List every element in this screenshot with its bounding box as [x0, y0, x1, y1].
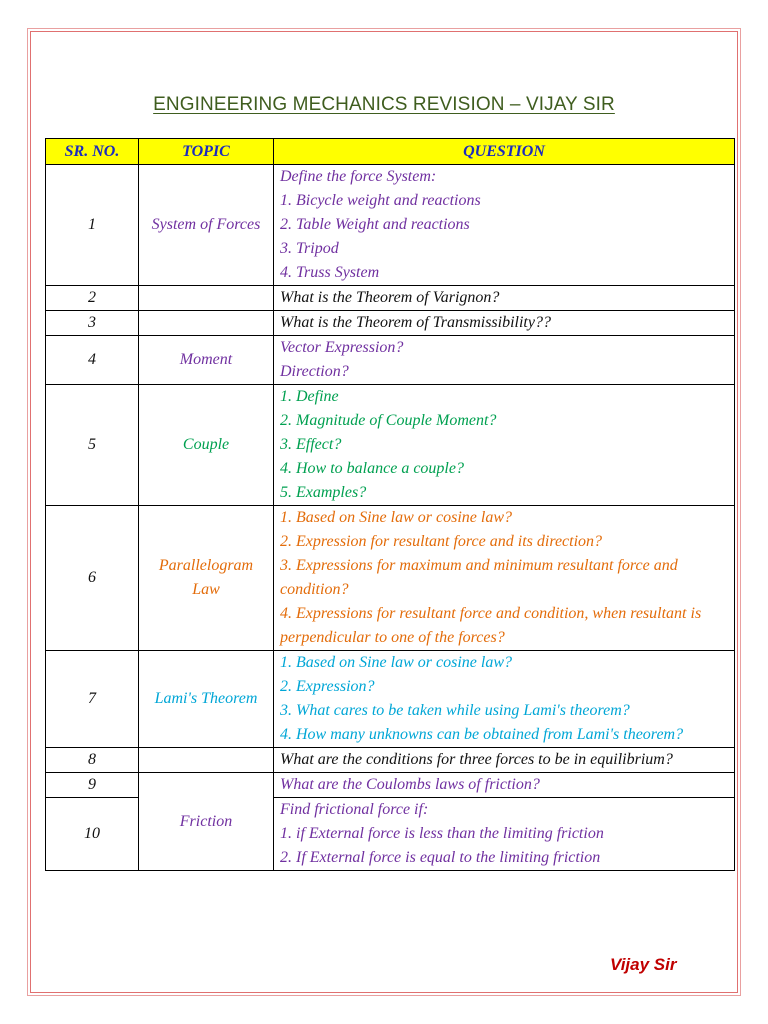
header-topic: TOPIC	[139, 139, 274, 165]
question-line: 2. Magnitude of Couple Moment?	[280, 412, 497, 429]
row-question	[274, 748, 735, 773]
row-number: 3	[46, 311, 139, 336]
row-question	[274, 385, 735, 506]
question-line: 1. Bicycle weight and reactions	[280, 192, 481, 209]
table-row	[46, 651, 735, 748]
row-topic	[139, 286, 274, 311]
row-number: 2	[46, 286, 139, 311]
question-line: What are the Coulombs laws of friction?	[280, 776, 540, 793]
signature: Vijay Sir	[610, 955, 677, 974]
question-line: 3. Effect?	[280, 436, 342, 453]
row-number: 5	[46, 385, 139, 506]
table-row	[46, 385, 735, 506]
row-topic: System of Forces	[139, 165, 274, 286]
question-line: 3. Expressions for maximum and minimum resultant force and condition?	[280, 557, 678, 598]
row-topic	[139, 748, 274, 773]
row-number: 7	[46, 651, 139, 748]
table-row	[46, 165, 735, 286]
row-number: 10	[46, 798, 139, 871]
question-line: 2. Table Weight and reactions	[280, 216, 470, 233]
header-question: QUESTION	[274, 139, 735, 165]
question-line: Direction?	[280, 363, 349, 380]
document-title: ENGINEERING MECHANICS REVISION – VIJAY SIR	[153, 94, 615, 115]
row-topic	[139, 311, 274, 336]
row-topic: Couple	[139, 385, 274, 506]
row-number: 9	[46, 773, 139, 798]
question-line: What is the Theorem of Transmissibility??	[280, 314, 551, 331]
table-row	[46, 311, 735, 336]
question-line: 4. How many unknowns can be obtained from Lami's theorem?	[280, 726, 684, 743]
question-line: 2. If External force is equal to the limiting friction	[280, 849, 601, 866]
row-question	[274, 773, 735, 798]
table-row	[46, 286, 735, 311]
header-sr-no: SR. NO.	[46, 139, 139, 165]
row-number: 8	[46, 748, 139, 773]
row-question	[274, 651, 735, 748]
question-line: 3. Tripod	[280, 240, 339, 257]
question-line: 1. Define	[280, 388, 339, 405]
question-line: 4. Truss System	[280, 264, 380, 281]
question-line: What is the Theorem of Varignon?	[280, 289, 500, 306]
row-number: 1	[46, 165, 139, 286]
row-question	[274, 311, 735, 336]
question-line: What are the conditions for three forces to be in equilibrium?	[280, 751, 673, 768]
question-line: Find frictional force if:	[280, 801, 429, 818]
row-question	[274, 506, 735, 651]
row-topic: Lami's Theorem	[139, 651, 274, 748]
question-line: 2. Expression?	[280, 678, 375, 695]
row-topic: Parallelogram Law	[139, 506, 274, 651]
question-line: 3. What cares to be taken while using Lami's theorem?	[280, 702, 630, 719]
row-question	[274, 165, 735, 286]
question-line: Define the force System:	[280, 168, 437, 185]
row-topic: Moment	[139, 336, 274, 385]
row-topic: Friction	[139, 773, 274, 871]
table-row	[46, 336, 735, 385]
table-row	[46, 773, 735, 798]
row-number: 6	[46, 506, 139, 651]
question-line: 1. Based on Sine law or cosine law?	[280, 509, 512, 526]
question-line: 5. Examples?	[280, 484, 367, 501]
row-question	[274, 798, 735, 871]
question-line: 2. Expression for resultant force and its direction?	[280, 533, 603, 550]
header-row	[46, 139, 735, 165]
row-question	[274, 286, 735, 311]
row-number: 4	[46, 336, 139, 385]
row-question	[274, 336, 735, 385]
question-line: 4. Expressions for resultant force and condition, when resultant is perpendicular to one of the forces?	[280, 605, 702, 646]
table-row	[46, 748, 735, 773]
question-line: 1. if External force is less than the limiting friction	[280, 825, 604, 842]
revision-table	[45, 138, 735, 871]
question-line: 1. Based on Sine law or cosine law?	[280, 654, 512, 671]
table-row	[46, 506, 735, 651]
question-line: 4. How to balance a couple?	[280, 460, 464, 477]
question-line: Vector Expression?	[280, 339, 404, 356]
